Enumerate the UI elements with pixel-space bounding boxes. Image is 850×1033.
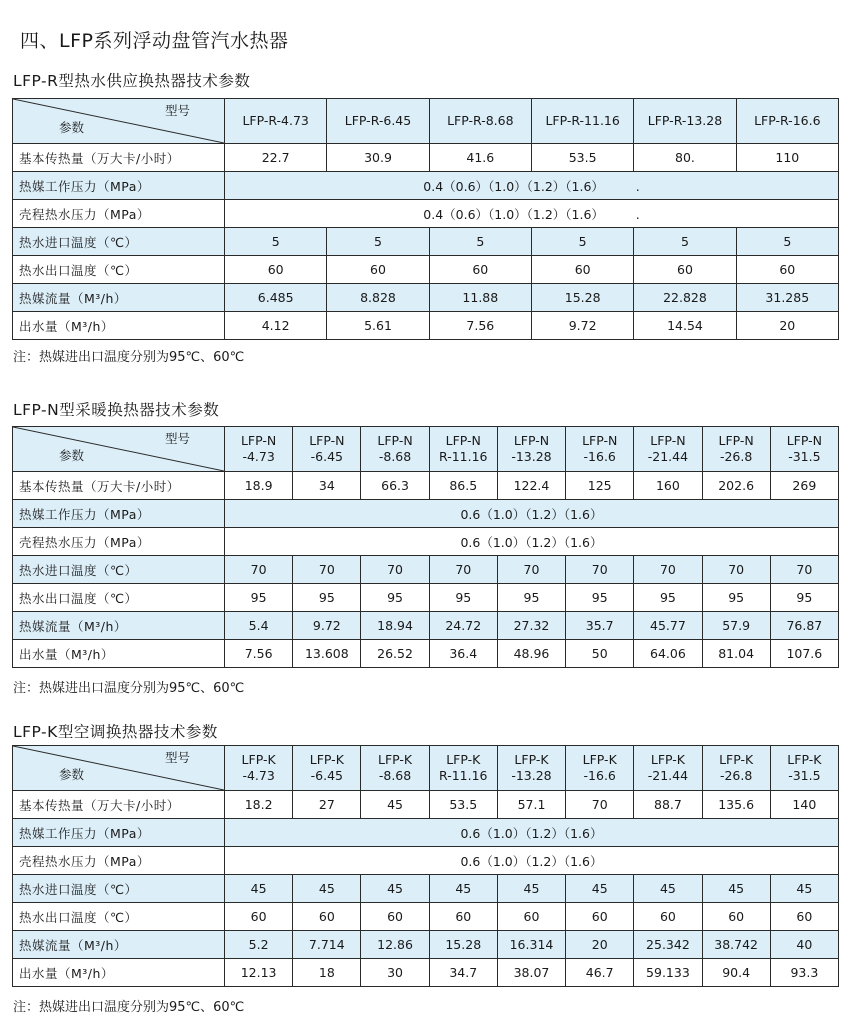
value-cell: 122.4 bbox=[497, 472, 565, 500]
span-value-cell: 0.6（1.0）（1.2）（1.6） bbox=[225, 847, 839, 875]
value-cell: 140 bbox=[770, 791, 838, 819]
value-cell: 80. bbox=[634, 144, 736, 172]
table-note-k: 注：热媒进出口温度分别为95℃、60℃ bbox=[13, 1000, 245, 1015]
value-cell: 60 bbox=[566, 903, 634, 931]
table-row bbox=[13, 556, 839, 584]
value-cell: 40 bbox=[770, 931, 838, 959]
value-cell: 13.608 bbox=[293, 640, 361, 668]
table-note-n: 注：热媒进出口温度分别为95℃、60℃ bbox=[13, 681, 245, 696]
value-cell: 30.9 bbox=[327, 144, 429, 172]
value-cell: 53.5 bbox=[429, 791, 497, 819]
diagonal-line bbox=[13, 746, 224, 790]
row-label: 热媒工作压力（MPa） bbox=[13, 500, 225, 528]
value-cell: 45 bbox=[566, 875, 634, 903]
value-cell: 45.77 bbox=[634, 612, 702, 640]
value-cell: 135.6 bbox=[702, 791, 770, 819]
row-label: 出水量（M³/h） bbox=[13, 312, 225, 340]
value-cell: 107.6 bbox=[770, 640, 838, 668]
model-header-cell bbox=[361, 746, 429, 791]
value-cell: 95 bbox=[770, 584, 838, 612]
header-param-label: 参数 bbox=[59, 120, 85, 136]
table-row bbox=[13, 284, 839, 312]
model-name: LFP-R-13.28 bbox=[647, 113, 723, 129]
value-cell: 95 bbox=[497, 584, 565, 612]
value-cell: 27 bbox=[293, 791, 361, 819]
model-name: LFP-K bbox=[582, 752, 617, 768]
value-cell: 38.07 bbox=[497, 959, 565, 987]
model-name: -26.8 bbox=[719, 768, 753, 783]
value-cell: 38.742 bbox=[702, 931, 770, 959]
table-row bbox=[13, 875, 839, 903]
row-label: 出水量（M³/h） bbox=[13, 640, 225, 668]
model-header-cell bbox=[566, 427, 634, 472]
model-header-cell bbox=[634, 99, 736, 144]
diagonal-line bbox=[13, 427, 224, 471]
value-cell: 60 bbox=[361, 903, 429, 931]
span-value-cell: 0.6（1.0）（1.2）（1.6） bbox=[225, 819, 839, 847]
section-title-k: LFP-K型空调换热器技术参数 bbox=[13, 723, 218, 741]
model-header-cell bbox=[361, 427, 429, 472]
value-cell: 60 bbox=[702, 903, 770, 931]
row-label: 热水进口温度（℃） bbox=[13, 875, 225, 903]
value-cell: 70 bbox=[566, 791, 634, 819]
value-cell: 45 bbox=[702, 875, 770, 903]
value-cell: 24.72 bbox=[429, 612, 497, 640]
span-value-cell: 0.6（1.0）（1.2）（1.6） bbox=[225, 500, 839, 528]
model-name: LFP-N bbox=[377, 433, 413, 449]
value-cell: 20 bbox=[736, 312, 838, 340]
value-cell: 30 bbox=[361, 959, 429, 987]
row-label: 基本传热量（万大卡/小时） bbox=[13, 144, 225, 172]
value-cell: 26.52 bbox=[361, 640, 429, 668]
table-note-r: 注：热媒进出口温度分别为95℃、60℃ bbox=[13, 350, 245, 365]
model-name: -16.6 bbox=[583, 768, 616, 783]
value-cell: 7.56 bbox=[429, 312, 531, 340]
model-name: LFP-K bbox=[377, 752, 413, 768]
model-name: -26.8 bbox=[719, 449, 753, 464]
spec-table-k bbox=[12, 745, 839, 987]
table-header-row bbox=[13, 746, 839, 791]
value-cell: 41.6 bbox=[429, 144, 531, 172]
table-row bbox=[13, 500, 839, 528]
model-header-cell bbox=[293, 746, 361, 791]
value-cell: 5.4 bbox=[225, 612, 293, 640]
model-name: LFP-N bbox=[650, 433, 686, 449]
model-header-cell bbox=[429, 99, 531, 144]
value-cell: 22.828 bbox=[634, 284, 736, 312]
row-label: 出水量（M³/h） bbox=[13, 959, 225, 987]
table-row bbox=[13, 312, 839, 340]
model-header-cell bbox=[702, 427, 770, 472]
value-cell: 125 bbox=[566, 472, 634, 500]
model-name: -4.73 bbox=[242, 768, 275, 783]
value-cell: 12.13 bbox=[225, 959, 293, 987]
value-cell: 60 bbox=[770, 903, 838, 931]
value-cell: 45 bbox=[225, 875, 293, 903]
table-row bbox=[13, 791, 839, 819]
model-name: LFP-N bbox=[513, 433, 550, 449]
model-name: LFP-R-4.73 bbox=[242, 113, 309, 129]
value-cell: 18.9 bbox=[225, 472, 293, 500]
table-row bbox=[13, 472, 839, 500]
model-name: R-11.16 bbox=[439, 449, 488, 464]
value-cell: 60 bbox=[327, 256, 429, 284]
value-cell: 12.86 bbox=[361, 931, 429, 959]
table-row bbox=[13, 931, 839, 959]
value-cell: 53.5 bbox=[531, 144, 633, 172]
value-cell: 86.5 bbox=[429, 472, 497, 500]
value-cell: 20 bbox=[566, 931, 634, 959]
row-label: 壳程热水压力（MPa） bbox=[13, 528, 225, 556]
value-cell: 57.1 bbox=[497, 791, 565, 819]
model-name: LFP-K bbox=[719, 752, 754, 768]
value-cell: 45 bbox=[361, 875, 429, 903]
value-cell: 60 bbox=[293, 903, 361, 931]
value-cell: 76.87 bbox=[770, 612, 838, 640]
value-cell: 60 bbox=[531, 256, 633, 284]
header-param-label: 参数 bbox=[59, 448, 85, 464]
model-name: LFP-K bbox=[514, 752, 549, 768]
value-cell: 18.2 bbox=[225, 791, 293, 819]
value-cell: 95 bbox=[634, 584, 702, 612]
model-name: LFP-N bbox=[309, 433, 345, 449]
value-cell: 18 bbox=[293, 959, 361, 987]
model-header-cell bbox=[736, 99, 838, 144]
value-cell: 90.4 bbox=[702, 959, 770, 987]
value-cell: 45 bbox=[634, 875, 702, 903]
model-name: -6.45 bbox=[310, 449, 343, 464]
value-cell: 16.314 bbox=[497, 931, 565, 959]
value-cell: 34.7 bbox=[429, 959, 497, 987]
model-header-cell bbox=[429, 427, 497, 472]
table-row bbox=[13, 847, 839, 875]
value-cell: 60 bbox=[225, 256, 327, 284]
value-cell: 9.72 bbox=[293, 612, 361, 640]
section-title-n: LFP-N型采暖换热器技术参数 bbox=[13, 401, 220, 419]
model-name: -21.44 bbox=[647, 449, 689, 464]
value-cell: 95 bbox=[293, 584, 361, 612]
span-value-cell: 0.6（1.0）（1.2）（1.6） bbox=[225, 528, 839, 556]
row-label: 热水进口温度（℃） bbox=[13, 556, 225, 584]
value-cell: 95 bbox=[566, 584, 634, 612]
value-cell: 4.12 bbox=[225, 312, 327, 340]
table-row bbox=[13, 144, 839, 172]
model-header-cell bbox=[225, 746, 293, 791]
value-cell: 22.7 bbox=[225, 144, 327, 172]
row-label: 壳程热水压力（MPa） bbox=[13, 847, 225, 875]
value-cell: 36.4 bbox=[429, 640, 497, 668]
header-diagonal-cell bbox=[13, 746, 225, 791]
table-row bbox=[13, 640, 839, 668]
value-cell: 269 bbox=[770, 472, 838, 500]
value-cell: 7.56 bbox=[225, 640, 293, 668]
value-cell: 5 bbox=[429, 228, 531, 256]
value-cell: 46.7 bbox=[566, 959, 634, 987]
value-cell: 70 bbox=[566, 556, 634, 584]
value-cell: 70 bbox=[429, 556, 497, 584]
value-cell: 60 bbox=[497, 903, 565, 931]
diagonal-line bbox=[13, 99, 224, 143]
model-header-cell bbox=[327, 99, 429, 144]
model-name: LFP-R-8.68 bbox=[447, 113, 514, 129]
value-cell: 70 bbox=[770, 556, 838, 584]
model-name: -16.6 bbox=[583, 449, 616, 464]
header-diagonal-cell bbox=[13, 99, 225, 144]
value-cell: 60 bbox=[634, 256, 736, 284]
model-header-cell bbox=[225, 99, 327, 144]
row-label: 壳程热水压力（MPa） bbox=[13, 200, 225, 228]
value-cell: 5 bbox=[531, 228, 633, 256]
model-name: LFP-K bbox=[650, 752, 685, 768]
model-header-cell bbox=[531, 99, 633, 144]
model-name: LFP-N bbox=[718, 433, 754, 449]
table-header-row bbox=[13, 427, 839, 472]
spec-table-n bbox=[12, 426, 839, 668]
model-name: LFP-R-11.16 bbox=[545, 113, 620, 129]
value-cell: 95 bbox=[429, 584, 497, 612]
model-name: LFP-N bbox=[240, 433, 277, 449]
model-header-cell bbox=[770, 427, 838, 472]
value-cell: 50 bbox=[566, 640, 634, 668]
value-cell: 5 bbox=[634, 228, 736, 256]
value-cell: 15.28 bbox=[429, 931, 497, 959]
header-diagonal-cell bbox=[13, 427, 225, 472]
table-row bbox=[13, 256, 839, 284]
value-cell: 5 bbox=[736, 228, 838, 256]
value-cell: 70 bbox=[702, 556, 770, 584]
table-row bbox=[13, 228, 839, 256]
value-cell: 70 bbox=[634, 556, 702, 584]
row-label: 热水进口温度（℃） bbox=[13, 228, 225, 256]
model-header-cell bbox=[770, 746, 838, 791]
value-cell: 57.9 bbox=[702, 612, 770, 640]
model-name: R-11.16 bbox=[439, 768, 488, 783]
value-cell: 60 bbox=[429, 256, 531, 284]
value-cell: 27.32 bbox=[497, 612, 565, 640]
row-label: 基本传热量（万大卡/小时） bbox=[13, 472, 225, 500]
value-cell: 70 bbox=[361, 556, 429, 584]
model-header-cell bbox=[497, 427, 565, 472]
model-header-cell bbox=[225, 427, 293, 472]
table-row bbox=[13, 819, 839, 847]
value-cell: 5 bbox=[327, 228, 429, 256]
value-cell: 15.28 bbox=[531, 284, 633, 312]
row-label: 热媒工作压力（MPa） bbox=[13, 819, 225, 847]
model-name: LFP-K bbox=[241, 752, 276, 768]
model-header-cell bbox=[634, 427, 702, 472]
model-name: -8.68 bbox=[378, 449, 412, 464]
value-cell: 60 bbox=[634, 903, 702, 931]
table-row bbox=[13, 172, 839, 200]
value-cell: 31.285 bbox=[736, 284, 838, 312]
model-name: -13.28 bbox=[511, 449, 552, 464]
value-cell: 45 bbox=[770, 875, 838, 903]
model-name: LFP-K bbox=[787, 752, 822, 768]
spec-table-r bbox=[12, 98, 839, 340]
model-name: LFP-K bbox=[309, 752, 344, 768]
model-name: -4.73 bbox=[242, 449, 275, 464]
value-cell: 95 bbox=[225, 584, 293, 612]
row-label: 热媒流量（M³/h） bbox=[13, 284, 225, 312]
model-name: -6.45 bbox=[310, 768, 343, 783]
value-cell: 18.94 bbox=[361, 612, 429, 640]
value-cell: 70 bbox=[293, 556, 361, 584]
model-name: LFP-R-6.45 bbox=[344, 113, 412, 129]
model-header-cell bbox=[566, 746, 634, 791]
header-model-label: 型号 bbox=[164, 750, 190, 765]
row-label: 热媒流量（M³/h） bbox=[13, 612, 225, 640]
value-cell: 88.7 bbox=[634, 791, 702, 819]
value-cell: 60 bbox=[736, 256, 838, 284]
value-cell: 81.04 bbox=[702, 640, 770, 668]
row-label: 热媒工作压力（MPa） bbox=[13, 172, 225, 200]
model-name: -8.68 bbox=[378, 768, 412, 783]
row-label: 热水出口温度（℃） bbox=[13, 903, 225, 931]
value-cell: 5.2 bbox=[225, 931, 293, 959]
model-name: LFP-N bbox=[582, 433, 618, 449]
value-cell: 6.485 bbox=[225, 284, 327, 312]
value-cell: 60 bbox=[225, 903, 293, 931]
span-value-cell: 0.4（0.6）（1.0）（1.2）（1.6） . bbox=[225, 200, 839, 228]
row-label: 热媒流量（M³/h） bbox=[13, 931, 225, 959]
value-cell: 7.714 bbox=[293, 931, 361, 959]
value-cell: 45 bbox=[497, 875, 565, 903]
header-param-label: 参数 bbox=[59, 767, 85, 783]
value-cell: 110 bbox=[736, 144, 838, 172]
row-label: 热水出口温度（℃） bbox=[13, 256, 225, 284]
value-cell: 14.54 bbox=[634, 312, 736, 340]
value-cell: 95 bbox=[702, 584, 770, 612]
row-label: 热水出口温度（℃） bbox=[13, 584, 225, 612]
model-name: LFP-N bbox=[786, 433, 822, 449]
value-cell: 93.3 bbox=[770, 959, 838, 987]
value-cell: 25.342 bbox=[634, 931, 702, 959]
table-row bbox=[13, 903, 839, 931]
model-header-cell bbox=[497, 746, 565, 791]
model-header-cell bbox=[702, 746, 770, 791]
value-cell: 45 bbox=[361, 791, 429, 819]
model-header-cell bbox=[293, 427, 361, 472]
model-name: LFP-N bbox=[445, 433, 481, 449]
value-cell: 9.72 bbox=[531, 312, 633, 340]
value-cell: 64.06 bbox=[634, 640, 702, 668]
table-row bbox=[13, 959, 839, 987]
table-row bbox=[13, 612, 839, 640]
model-name: -31.5 bbox=[788, 449, 821, 464]
value-cell: 35.7 bbox=[566, 612, 634, 640]
table-row bbox=[13, 584, 839, 612]
value-cell: 11.88 bbox=[429, 284, 531, 312]
value-cell: 48.96 bbox=[497, 640, 565, 668]
value-cell: 59.133 bbox=[634, 959, 702, 987]
value-cell: 160 bbox=[634, 472, 702, 500]
span-value-cell: 0.4（0.6）（1.0）（1.2）（1.6） . bbox=[225, 172, 839, 200]
table-header-row bbox=[13, 99, 839, 144]
model-header-cell bbox=[634, 746, 702, 791]
value-cell: 60 bbox=[429, 903, 497, 931]
section-title-r: LFP-R型热水供应换热器技术参数 bbox=[13, 72, 251, 90]
model-name: -13.28 bbox=[511, 768, 552, 783]
value-cell: 70 bbox=[497, 556, 565, 584]
value-cell: 66.3 bbox=[361, 472, 429, 500]
model-header-cell bbox=[429, 746, 497, 791]
value-cell: 8.828 bbox=[327, 284, 429, 312]
header-model-label: 型号 bbox=[164, 103, 190, 118]
value-cell: 34 bbox=[293, 472, 361, 500]
table-row bbox=[13, 528, 839, 556]
table-row bbox=[13, 200, 839, 228]
row-label: 基本传热量（万大卡/小时） bbox=[13, 791, 225, 819]
value-cell: 70 bbox=[225, 556, 293, 584]
model-name: LFP-K bbox=[446, 752, 481, 768]
page-title: 四、LFP系列浮动盘管汽水热器 bbox=[20, 30, 289, 52]
header-model-label: 型号 bbox=[164, 431, 190, 446]
value-cell: 5.61 bbox=[327, 312, 429, 340]
model-name: -21.44 bbox=[647, 768, 689, 783]
value-cell: 45 bbox=[293, 875, 361, 903]
value-cell: 202.6 bbox=[702, 472, 770, 500]
value-cell: 95 bbox=[361, 584, 429, 612]
value-cell: 5 bbox=[225, 228, 327, 256]
model-name: LFP-R-16.6 bbox=[754, 113, 821, 129]
model-name: -31.5 bbox=[788, 768, 821, 783]
value-cell: 45 bbox=[429, 875, 497, 903]
